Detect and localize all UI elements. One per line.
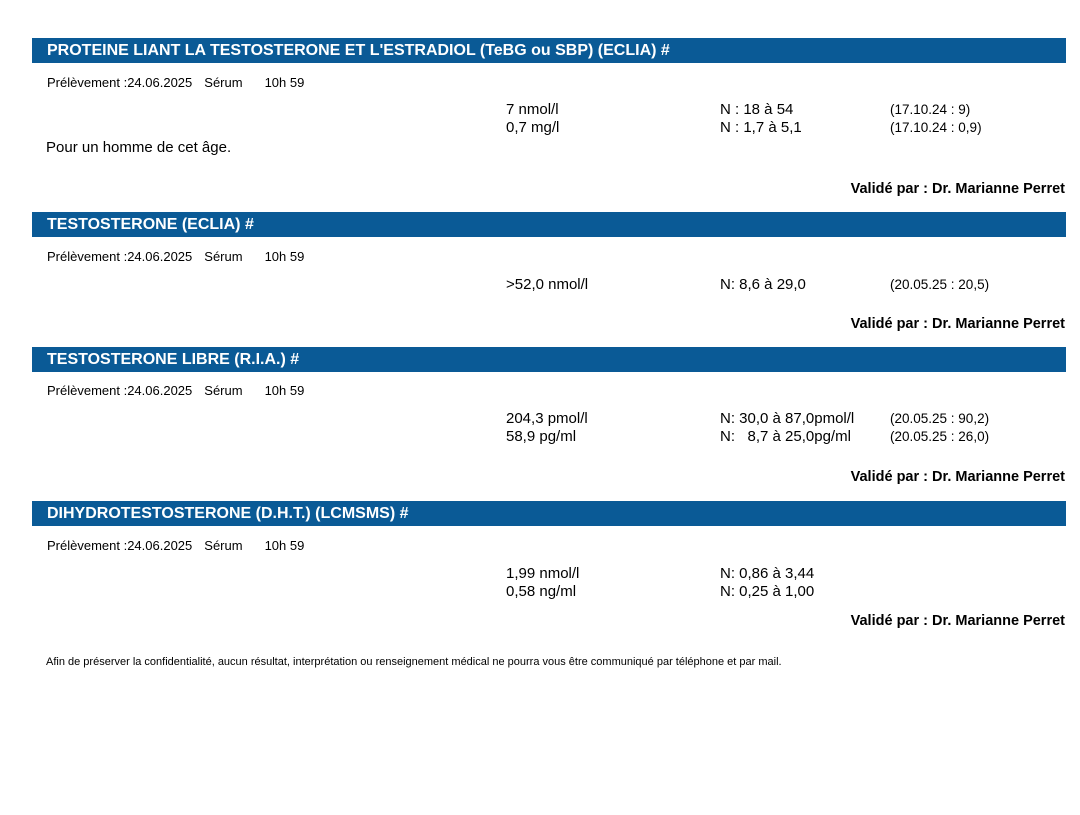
sample-date: 24.06.2025 (127, 383, 193, 398)
previous-result: (20.05.25 : 20,5) (890, 277, 990, 292)
reference-range: N : 18 à 54 (720, 101, 794, 118)
previous-result: (17.10.24 : 9) (890, 102, 971, 117)
validated-by: Validé par : Dr. Marianne Perret (850, 181, 1065, 197)
sample-time: 10h 59 (264, 538, 305, 553)
section-header-free-testosterone: TESTOSTERONE LIBRE (R.I.A.) # (32, 347, 1066, 372)
reference-range: N : 1,7 à 5,1 (720, 119, 802, 136)
sample-time: 10h 59 (264, 383, 305, 398)
sample-time: 10h 59 (264, 75, 305, 90)
sample-type: Sérum (204, 538, 243, 553)
validated-by: Validé par : Dr. Marianne Perret (850, 316, 1065, 332)
reference-range: N: 0,25 à 1,00 (720, 583, 815, 600)
sample-type: Sérum (204, 383, 243, 398)
section-header-testosterone: TESTOSTERONE (ECLIA) # (32, 212, 1066, 237)
previous-result: (20.05.25 : 90,2) (890, 411, 990, 426)
result-value: 0,7 mg/l (506, 119, 560, 136)
sample-info-shbg (47, 75, 304, 90)
sample-prefix: Prélèvement : (47, 75, 128, 90)
sample-date: 24.06.2025 (127, 249, 193, 264)
reference-range: N: 0,86 à 3,44 (720, 565, 815, 582)
sample-info-testosterone (47, 249, 304, 264)
validated-by: Validé par : Dr. Marianne Perret (850, 469, 1065, 485)
previous-result: (17.10.24 : 0,9) (890, 120, 982, 135)
sample-prefix: Prélèvement : (47, 538, 128, 553)
validated-by: Validé par : Dr. Marianne Perret (850, 613, 1065, 629)
result-value: 0,58 ng/ml (506, 583, 577, 600)
sample-prefix: Prélèvement : (47, 249, 128, 264)
sample-time: 10h 59 (264, 249, 305, 264)
sample-type: Sérum (204, 75, 243, 90)
section-header-shbg: PROTEINE LIANT LA TESTOSTERONE ET L'ESTRADIOL (TeBG ou SBP) (ECLIA) # (32, 38, 1066, 63)
sample-prefix: Prélèvement : (47, 383, 128, 398)
reference-range: N: 30,0 à 87,0pmol/l (720, 410, 855, 427)
result-value: 58,9 pg/ml (506, 428, 577, 445)
result-value: >52,0 nmol/l (506, 276, 589, 293)
section-header-dht: DIHYDROTESTOSTERONE (D.H.T.) (LCMSMS) # (32, 501, 1066, 526)
sample-info-free-testosterone (47, 383, 304, 398)
result-value: 204,3 pmol/l (506, 410, 588, 427)
reference-range: N: 8,7 à 25,0pg/ml (720, 428, 851, 445)
sample-date: 24.06.2025 (127, 75, 193, 90)
sample-type: Sérum (204, 249, 243, 264)
result-value: 7 nmol/l (506, 101, 559, 118)
result-comment: Pour un homme de cet âge. (46, 139, 232, 156)
sample-date: 24.06.2025 (127, 538, 193, 553)
confidentiality-note: Afin de préserver la confidentialité, aucun résultat, interprétation ou renseignement médical ne pourra vous être communiqué par téléphone et par mail. (46, 656, 782, 668)
sample-info-dht (47, 538, 304, 553)
result-value: 1,99 nmol/l (506, 565, 580, 582)
previous-result: (20.05.25 : 26,0) (890, 429, 990, 444)
reference-range: N: 8,6 à 29,0 (720, 276, 806, 293)
